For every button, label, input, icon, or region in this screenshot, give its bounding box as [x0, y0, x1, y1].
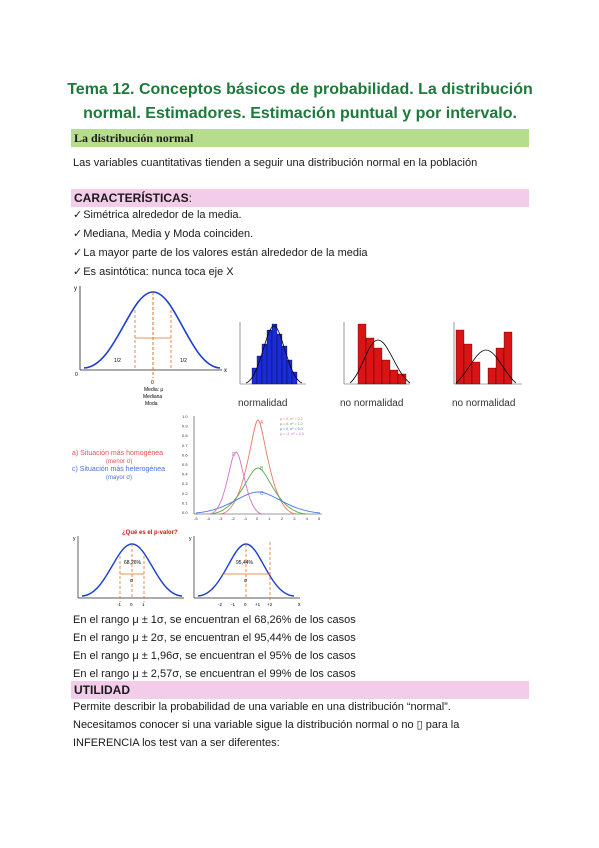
- pvalue-question: ¿Qué es el p-valor?: [122, 530, 178, 536]
- check-icon: ✓: [73, 247, 83, 259]
- rango-2: En el rango μ ± 2σ, se encuentran el 95,44% de los casos: [73, 632, 356, 644]
- point-label-d: D: [232, 452, 236, 458]
- sigma-figure-1: [70, 526, 188, 612]
- y-label: y: [73, 536, 76, 542]
- check-icon: ✓: [73, 209, 83, 221]
- left-tail-label: 1/2: [114, 358, 121, 364]
- x-tick-label: -4: [206, 516, 210, 521]
- key-1: μ = 0, σ² = 0.2: [280, 417, 303, 421]
- y-label: y: [189, 536, 192, 542]
- title-line-2: normal. Estimadores. Estimación puntual y por intervalo.: [83, 105, 517, 122]
- intro-text: Las variables cuantitativas tienden a seguir una distribución normal en la población: [73, 157, 478, 169]
- section-heading-normal: La distribución normal: [74, 131, 194, 145]
- y-tick-label: 0.6: [182, 452, 188, 458]
- key-4: μ = -2, σ² = 0.5: [280, 432, 304, 436]
- y-tick-label: 0.1: [182, 500, 188, 506]
- y-tick-label: 0.8: [182, 433, 188, 439]
- center-caption-2: Mediana: [143, 394, 163, 400]
- histogram-bars: [252, 324, 297, 384]
- tick-neg1: -1: [117, 602, 122, 607]
- legend-a: a) Situación más homogénea: [72, 450, 164, 457]
- x-tick-label: -3: [218, 516, 223, 521]
- histogram-bars: [358, 324, 406, 384]
- histogram-no-normalidad-1: [338, 318, 418, 410]
- x-tick-label: 4: [305, 516, 308, 521]
- point-label-b: B: [260, 466, 264, 472]
- pct-label: 95,44%: [236, 560, 253, 566]
- utilidad-line-2: Necesitamos conocer si una variable sigue la distribución normal o no ▯ para la: [73, 719, 460, 731]
- center-value: 0: [151, 380, 154, 386]
- x-tick-label: -1: [243, 516, 248, 521]
- variance-legend: [72, 450, 165, 482]
- histogram-label-1: normalidad: [238, 398, 288, 409]
- section-heading-utilidad: UTILIDAD: [74, 683, 130, 697]
- histogram-label-2: no normalidad: [340, 398, 404, 409]
- caracteristica-item-4: ✓Es asintótica: nunca toca eje X: [73, 266, 234, 278]
- rango-4: En el rango μ ± 2,57σ, se encuentran el 99% de los casos: [73, 668, 356, 680]
- rango-3: En el rango μ ± 1,96σ, se encuentran el 95% de los casos: [73, 650, 356, 662]
- sigma-label: σ: [130, 578, 134, 584]
- variance-key: [280, 417, 304, 436]
- x-tick-label: 5: [318, 516, 321, 521]
- x-tick-label: 0: [256, 516, 259, 521]
- normal-curve-figure: [70, 282, 230, 412]
- legend-c: c) Situación más heterogénea: [72, 466, 165, 473]
- title-line-1: Tema 12. Conceptos básicos de probabilidad. La distribución: [67, 81, 533, 98]
- legend-c-sub: (mayor σ): [106, 475, 133, 481]
- x-label: x: [298, 602, 301, 608]
- section-heading-caracteristicas: CARACTERÍSTICAS:: [74, 191, 193, 205]
- sigma-figure-2: [188, 526, 306, 612]
- y-tick-label: 0.5: [182, 462, 188, 467]
- y-tick-label: 1.0: [182, 414, 188, 419]
- caracteristica-item-3: ✓La mayor parte de los valores están alrededor de la media: [73, 247, 368, 259]
- key-2: μ = 0, σ² = 1.0: [280, 422, 303, 426]
- x-tick-label: 2: [280, 516, 284, 521]
- page-title: [60, 78, 540, 126]
- tick-1: 1: [142, 602, 145, 607]
- check-icon: ✓: [73, 266, 83, 278]
- x-label: x: [224, 368, 227, 374]
- y-tick-label: 0.7: [182, 442, 188, 448]
- curve-c: [196, 492, 320, 513]
- key-3: μ = 0, σ² = 5.0: [280, 427, 303, 431]
- section-band-utilidad: [71, 681, 529, 699]
- tick-pos2: +2: [267, 602, 273, 607]
- y-tick-label: 0.3: [182, 481, 188, 487]
- rango-1: En el rango μ ± 1σ, se encuentran el 68,26% de los casos: [73, 614, 356, 626]
- y-tick-label: 0.0: [182, 510, 188, 515]
- legend-a-sub: (menor σ): [106, 459, 133, 465]
- x-tick-label: -2: [231, 516, 235, 521]
- x-tick-label: 3: [293, 516, 296, 521]
- histogram-no-normalidad-2: [450, 318, 530, 410]
- tick-neg1: -1: [231, 602, 236, 607]
- center-caption-3: Moda: [145, 401, 158, 407]
- utilidad-line-3: INFERENCIA los test van a ser diferentes:: [73, 737, 280, 749]
- tick-pos1: +1: [255, 602, 261, 607]
- x-tick-label: 1: [268, 516, 271, 521]
- curve-d: [210, 452, 262, 514]
- histogram-bars: [456, 330, 512, 384]
- point-label-a: A: [260, 420, 264, 426]
- x-tick-label: -5: [194, 516, 198, 521]
- tick-0: 0: [130, 602, 133, 607]
- caracteristica-item-2: ✓Mediana, Media y Moda coinciden.: [73, 228, 254, 240]
- tick-neg2: -2: [218, 602, 223, 607]
- variance-figure: [180, 410, 330, 528]
- histogram-label-3: no normalidad: [452, 398, 516, 409]
- caracteristica-item-1: ✓Simétrica alrededor de la media.: [73, 209, 242, 221]
- normal-curve: [84, 292, 220, 368]
- y-label: y: [74, 286, 77, 292]
- right-tail-label: 1/2: [180, 358, 187, 364]
- origin-label: 0: [75, 372, 78, 378]
- center-caption-1: Media: μ: [144, 387, 164, 393]
- y-tick-label: 0.2: [182, 490, 188, 496]
- histogram-normalidad: [236, 318, 310, 410]
- y-tick-label: 0.9: [182, 423, 188, 429]
- y-ticks: [182, 414, 188, 515]
- pct-label: 68,26%: [124, 560, 141, 566]
- y-tick-label: 0.4: [182, 471, 188, 477]
- sigma-label: σ: [244, 578, 248, 584]
- point-label-c: C: [260, 491, 264, 497]
- utilidad-line-1: Permite describir la probabilidad de una variable en una distribución “normal”.: [73, 701, 451, 713]
- check-icon: ✓: [73, 228, 83, 240]
- tick-0: 0: [244, 602, 247, 607]
- x-ticks: [194, 516, 321, 521]
